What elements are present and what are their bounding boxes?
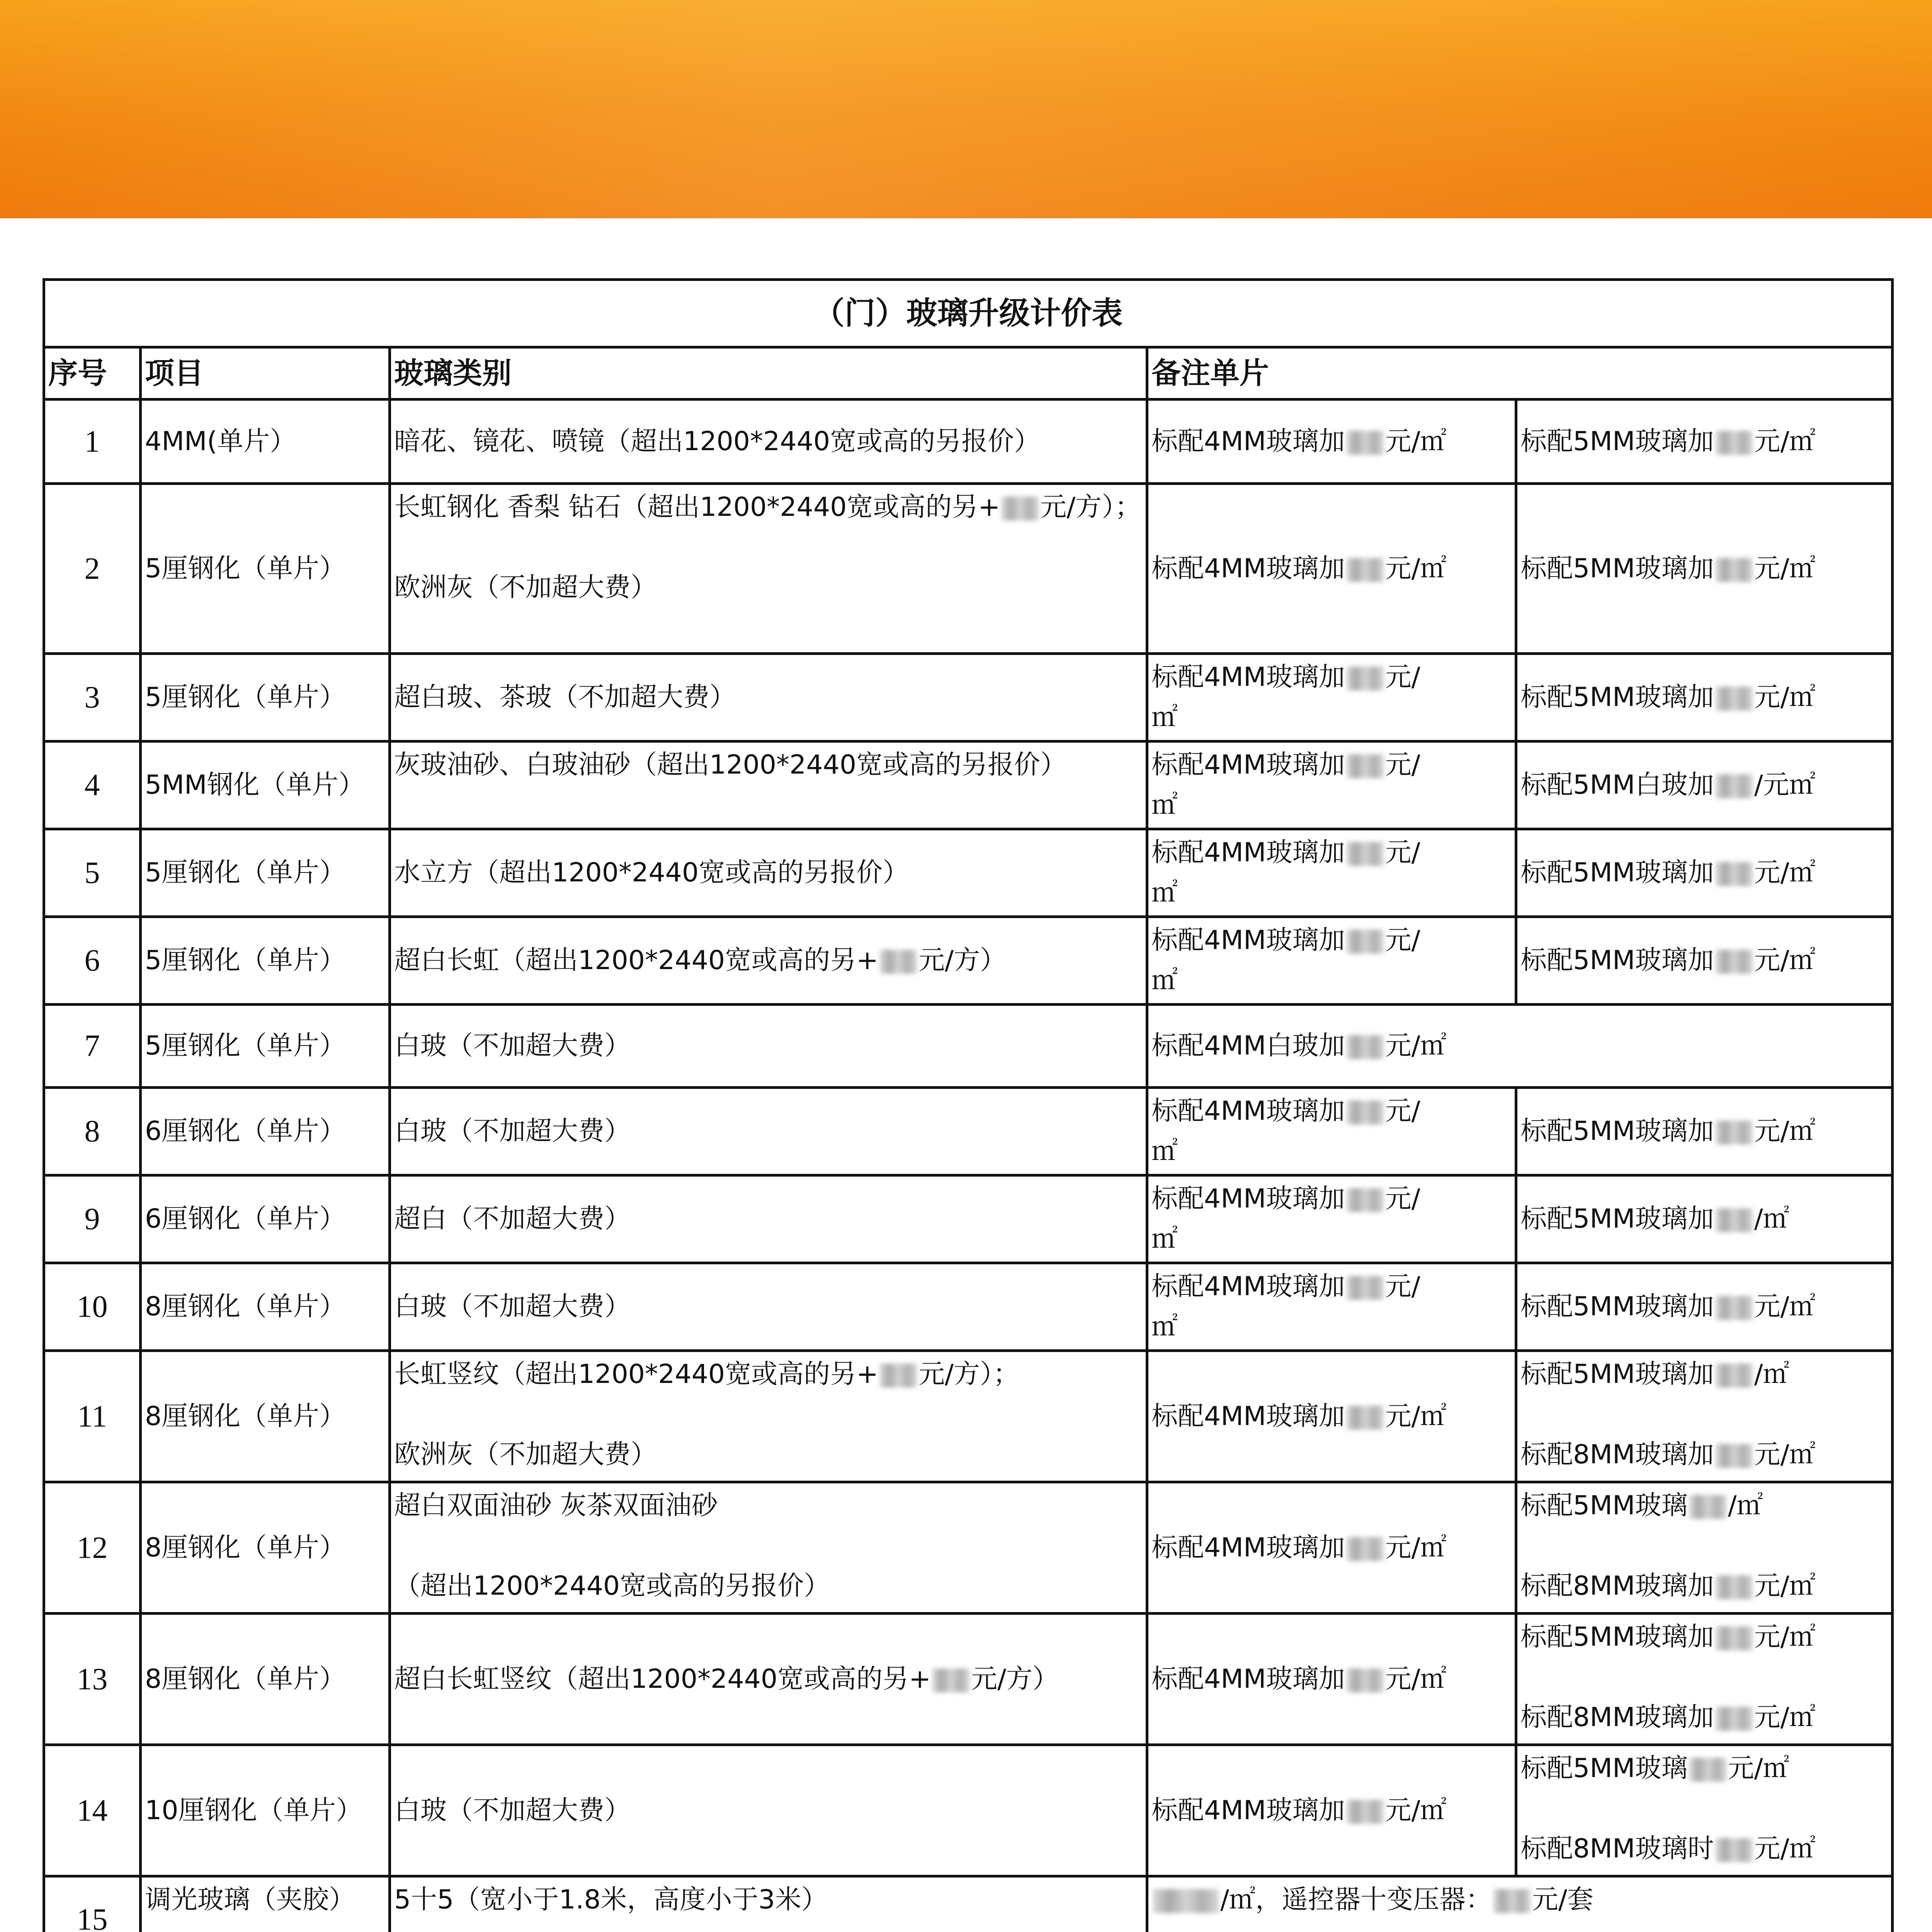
- row-glass: 灰玻油砂、白玻油砂（超出1200*2440宽或高的另报价）: [390, 742, 1147, 829]
- redacted-value: [1716, 774, 1753, 798]
- price-table: [43, 278, 1894, 1932]
- row-number: 3: [44, 654, 141, 742]
- header-row: [44, 347, 1893, 400]
- row-number: 10: [44, 1263, 141, 1351]
- row-item: 10厘钢化（单片）: [141, 1745, 390, 1876]
- header-glass: 玻璃类别: [390, 347, 1147, 400]
- row-note-1: 标配4MM玻璃加 元/㎡: [1147, 1351, 1516, 1482]
- row-number: 7: [44, 1005, 141, 1088]
- redacted-value: [1347, 1188, 1384, 1212]
- row-note-1: 标配4MM白玻加 元/㎡: [1147, 1005, 1893, 1088]
- table-row: [44, 1614, 1893, 1745]
- row-glass: 白玻（不加超大费）: [390, 1263, 1147, 1351]
- row-glass: 超白长虹竖纹（超出1200*2440宽或高的另+ 元/方）: [390, 1614, 1147, 1745]
- row-item: 8厘钢化（单片）: [141, 1614, 390, 1745]
- redacted-value: [1002, 497, 1039, 520]
- redacted-value: [1716, 1121, 1753, 1145]
- row-item: 8厘钢化（单片）: [141, 1263, 390, 1351]
- redacted-value: [1716, 1838, 1753, 1862]
- row-item: 调光玻璃（夹胶）: [141, 1876, 390, 1932]
- row-note-1: 标配4MM玻璃加 元/㎡: [1147, 1745, 1516, 1876]
- redacted-value: [1347, 1100, 1384, 1124]
- row-number: 2: [44, 484, 141, 654]
- redacted-value: [1689, 1495, 1726, 1519]
- row-note-1: 标配4MM玻璃加 元/㎡: [1147, 1482, 1516, 1614]
- redacted-value: [1716, 431, 1753, 455]
- redacted-value: [1347, 1800, 1384, 1824]
- redacted-value: [1716, 1444, 1753, 1468]
- redacted-value: [1347, 431, 1384, 455]
- row-note-2: 标配5MM玻璃加 元/㎡: [1516, 484, 1893, 654]
- row-glass: 白玻（不加超大费）: [390, 1745, 1147, 1876]
- row-glass: 水立方（超出1200*2440宽或高的另报价）: [390, 829, 1147, 917]
- redacted-value: [1716, 1707, 1753, 1731]
- row-number: 14: [44, 1745, 141, 1876]
- redacted-value: [1153, 1889, 1219, 1913]
- title-row: [44, 280, 1893, 347]
- redacted-value: [932, 1668, 969, 1692]
- redacted-value: [1347, 558, 1384, 582]
- table-row: [44, 829, 1893, 917]
- row-number: 8: [44, 1088, 141, 1175]
- row-item: 5厘钢化（单片）: [141, 484, 390, 654]
- row-note-2: 标配5MM玻璃 元/㎡ 标配8MM玻璃时 元/㎡: [1516, 1745, 1893, 1876]
- table-row: [44, 484, 1893, 654]
- row-note-2: 标配5MM玻璃 /㎡ 标配8MM玻璃加 元/㎡: [1516, 1482, 1893, 1614]
- header-banner-shade: [0, 0, 1932, 218]
- row-item: 4MM(单片）: [141, 400, 390, 484]
- row-number: 15: [44, 1876, 141, 1932]
- header-seq: 序号: [44, 347, 141, 400]
- row-glass: 白玻（不加超大费）: [390, 1005, 1147, 1088]
- redacted-value: [1716, 558, 1753, 582]
- table-row: [44, 1175, 1893, 1263]
- redacted-value: [1716, 687, 1753, 711]
- row-note-1: 标配4MM玻璃加 元/ ㎡: [1147, 1088, 1516, 1175]
- row-item: 8厘钢化（单片）: [141, 1351, 390, 1482]
- row-note-2: 标配5MM玻璃加 元/㎡ 标配8MM玻璃加 元/㎡: [1516, 1614, 1893, 1745]
- table-row: [44, 1088, 1893, 1175]
- row-number: 12: [44, 1482, 141, 1614]
- row-item: 5MM钢化（单片）: [141, 742, 390, 829]
- redacted-value: [1689, 1758, 1726, 1782]
- row-note-1: 标配4MM玻璃加 元/ ㎡: [1147, 829, 1516, 917]
- row-note-2: 标配5MM玻璃加 元/㎡: [1516, 654, 1893, 742]
- row-number: 6: [44, 917, 141, 1005]
- table-row: [44, 400, 1893, 484]
- redacted-value: [1347, 1406, 1384, 1430]
- row-glass: 超白玻、茶玻（不加超大费）: [390, 654, 1147, 742]
- redacted-value: [1716, 1208, 1753, 1232]
- row-note-1: 标配4MM玻璃加 元/ ㎡: [1147, 1175, 1516, 1263]
- table-row: [44, 1351, 1893, 1482]
- row-note-2: 标配5MM玻璃加 /㎡: [1516, 1175, 1893, 1263]
- row-number: 5: [44, 829, 141, 917]
- row-item: 5厘钢化（单片）: [141, 829, 390, 917]
- redacted-value: [1347, 754, 1384, 778]
- redacted-value: [1347, 1668, 1384, 1692]
- row-glass: 超白双面油砂 灰茶双面油砂 （超出1200*2440宽或高的另报价）: [390, 1482, 1147, 1614]
- row-glass: 长虹竖纹（超出1200*2440宽或高的另+ 元/方）； 欧洲灰（不加超大费）: [390, 1351, 1147, 1482]
- row-note-2: 标配5MM玻璃加 元/㎡: [1516, 829, 1893, 917]
- row-note-1: 标配4MM玻璃加 元/㎡: [1147, 1614, 1516, 1745]
- table-row: [44, 917, 1893, 1005]
- row-note-2: 标配5MM玻璃加 元/㎡: [1516, 917, 1893, 1005]
- redacted-value: [1347, 1276, 1384, 1300]
- redacted-value: [1347, 930, 1384, 954]
- table-row: [44, 1263, 1893, 1351]
- row-item: 5厘钢化（单片）: [141, 917, 390, 1005]
- table-row: [44, 1745, 1893, 1876]
- row-note-1: 标配4MM玻璃加 元/ ㎡: [1147, 917, 1516, 1005]
- row-glass: 超白长虹（超出1200*2440宽或高的另+ 元/方）: [390, 917, 1147, 1005]
- row-note-2: 标配5MM白玻加 /元㎡: [1516, 742, 1893, 829]
- redacted-value: [1716, 1364, 1753, 1388]
- redacted-value: [1347, 667, 1384, 690]
- redacted-value: [1716, 862, 1753, 886]
- header-note: 备注单片: [1147, 347, 1893, 400]
- table-row: [44, 1876, 1893, 1932]
- row-note-2: 标配5MM玻璃加 元/㎡: [1516, 1263, 1893, 1351]
- row-note-1: 标配4MM玻璃加 元/ ㎡: [1147, 1263, 1516, 1351]
- row-item: 6厘钢化（单片）: [141, 1175, 390, 1263]
- redacted-value: [880, 1364, 917, 1388]
- row-glass: 暗花、镜花、喷镜（超出1200*2440宽或高的另报价）: [390, 400, 1147, 484]
- redacted-value: [1347, 1035, 1384, 1059]
- row-number: 1: [44, 400, 141, 484]
- row-glass: 白玻（不加超大费）: [390, 1088, 1147, 1175]
- redacted-value: [1347, 1537, 1384, 1561]
- redacted-value: [1716, 1575, 1753, 1599]
- table-row: [44, 654, 1893, 742]
- redacted-value: [1716, 1626, 1753, 1650]
- row-number: 4: [44, 742, 141, 829]
- row-note-2: 标配5MM玻璃加 元/㎡: [1516, 400, 1893, 484]
- row-item: 6厘钢化（单片）: [141, 1088, 390, 1175]
- row-glass: 长虹钢化 香梨 钻石（超出1200*2440宽或高的另+ 元/方）； 欧洲灰（不加超大费）: [390, 484, 1147, 654]
- row-number: 11: [44, 1351, 141, 1482]
- redacted-value: [1493, 1889, 1531, 1913]
- row-item: 8厘钢化（单片）: [141, 1482, 390, 1614]
- row-item: 5厘钢化（单片）: [141, 1005, 390, 1088]
- row-note-1: /㎡，遥控器十变压器： 元/套: [1147, 1876, 1893, 1932]
- row-note-1: 标配4MM玻璃加 元/㎡: [1147, 400, 1516, 484]
- row-glass: 超白（不加超大费）: [390, 1175, 1147, 1263]
- row-item: 5厘钢化（单片）: [141, 654, 390, 742]
- table-row: [44, 1482, 1893, 1614]
- row-note-2: 标配5MM玻璃加 元/㎡: [1516, 1088, 1893, 1175]
- redacted-value: [880, 950, 917, 974]
- row-note-1: 标配4MM玻璃加 元/ ㎡: [1147, 654, 1516, 742]
- row-note-1: 标配4MM玻璃加 元/ ㎡: [1147, 742, 1516, 829]
- row-glass: 5十5（宽小于1.8米，高度小于3米）: [390, 1876, 1147, 1932]
- row-number: 9: [44, 1175, 141, 1263]
- row-note-1: 标配4MM玻璃加 元/㎡: [1147, 484, 1516, 654]
- table-row: [44, 1005, 1893, 1088]
- table-title: （门）玻璃升级计价表: [44, 280, 1893, 347]
- row-number: 13: [44, 1614, 141, 1745]
- redacted-value: [1716, 1296, 1753, 1320]
- row-note-2: 标配5MM玻璃加 /㎡ 标配8MM玻璃加 元/㎡: [1516, 1351, 1893, 1482]
- redacted-value: [1347, 842, 1384, 866]
- table-row: [44, 742, 1893, 829]
- redacted-value: [1716, 950, 1753, 974]
- header-item: 项目: [141, 347, 390, 400]
